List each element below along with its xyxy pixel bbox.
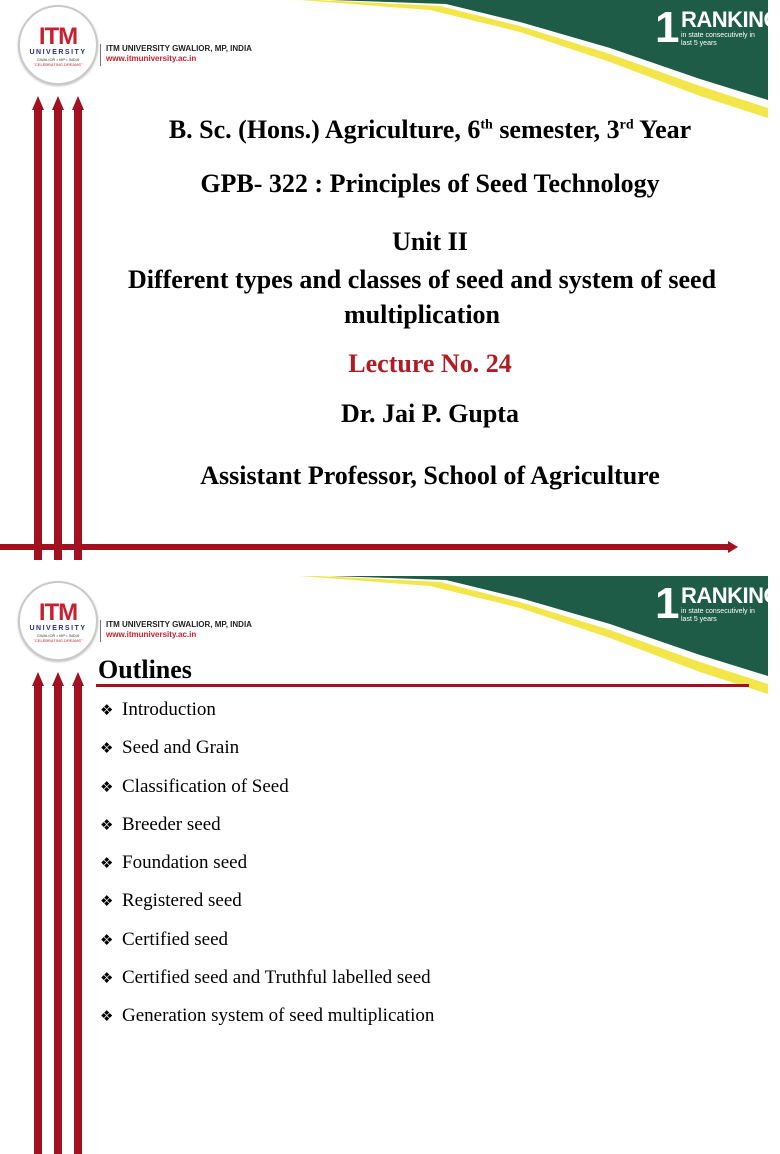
red-pillar xyxy=(74,684,82,1154)
red-pillar xyxy=(74,108,82,578)
unit-title: Different types and classes of seed and system of seed multiplication xyxy=(127,265,717,329)
university-name: ITM UNIVERSITY GWALIOR, MP, INDIA xyxy=(106,44,252,53)
logo-motto: "CELEBRATING DREAMS" xyxy=(33,62,83,67)
diamond-bullet-icon: ❖ xyxy=(100,777,114,796)
ranking-word: RANKING xyxy=(681,583,780,608)
diamond-bullet-icon: ❖ xyxy=(100,815,114,834)
list-item: ❖ Seed and Grain xyxy=(100,734,434,772)
diamond-bullet-icon: ❖ xyxy=(100,892,114,911)
header-divider xyxy=(100,620,101,642)
red-divider-tip xyxy=(728,541,738,553)
course-line: B. Sc. (Hons.) Agriculture, 6th semester, 3rd Year xyxy=(168,115,692,144)
ranking-number: 1 xyxy=(655,3,680,52)
ranking-number: 1 xyxy=(655,579,680,628)
list-item: ❖ Certified seed and Truthful labelled seed xyxy=(100,964,434,1002)
author-designation: Assistant Professor, School of Agriculture xyxy=(200,461,660,490)
title-underline xyxy=(96,684,749,687)
diamond-bullet-icon: ❖ xyxy=(100,969,114,988)
university-website: www.itmuniversity.ac.in xyxy=(106,54,197,63)
list-item: ❖ Classification of Seed xyxy=(100,773,434,811)
unit-number: Unit II xyxy=(392,227,468,256)
list-item: ❖ Certified seed xyxy=(100,926,434,964)
outline-list xyxy=(100,696,434,1041)
logo-motto: "CELEBRATING DREAMS" xyxy=(33,638,83,643)
ranking-badge xyxy=(655,579,780,628)
diamond-bullet-icon: ❖ xyxy=(100,739,114,758)
red-pillar xyxy=(54,684,62,1154)
logo-place: GWALIOR • MP • INDIA xyxy=(36,57,80,62)
ranking-subtext: in state consecutively in last 5 years xyxy=(681,608,755,623)
list-item: ❖ Registered seed xyxy=(100,887,434,925)
diamond-bullet-icon: ❖ xyxy=(100,930,114,949)
diamond-bullet-icon: ❖ xyxy=(100,854,114,873)
slide-gap xyxy=(0,560,768,576)
red-pillar xyxy=(34,684,42,1154)
itm-logo xyxy=(18,5,98,85)
logo-university: UNIVERSITY xyxy=(29,49,87,56)
list-item: ❖ Breeder seed xyxy=(100,811,434,849)
ranking-word: RANKING xyxy=(681,7,780,32)
logo-text: ITM xyxy=(38,599,78,626)
author-name: Dr. Jai P. Gupta xyxy=(341,399,519,428)
logo-university: UNIVERSITY xyxy=(29,625,87,632)
red-pillar xyxy=(54,108,62,578)
slide-outlines xyxy=(0,576,780,1027)
university-info xyxy=(106,620,306,640)
itm-logo xyxy=(18,581,98,661)
university-website: www.itmuniversity.ac.in xyxy=(106,630,197,639)
header-divider xyxy=(100,44,101,66)
list-item: ❖ Foundation seed xyxy=(100,849,434,887)
outline-title: Outlines xyxy=(98,655,192,684)
slide-title xyxy=(0,0,780,576)
logo-text: ITM xyxy=(38,23,78,50)
diamond-bullet-icon: ❖ xyxy=(100,1007,114,1026)
subject-title: GPB- 322 : Principles of Seed Technology xyxy=(200,169,660,198)
lecture-number: Lecture No. 24 xyxy=(348,349,512,378)
ranking-subtext: in state consecutively in last 5 years xyxy=(681,32,755,47)
list-item: ❖ Introduction xyxy=(100,696,434,734)
university-name: ITM UNIVERSITY GWALIOR, MP, INDIA xyxy=(106,620,252,629)
list-item: ❖ Generation system of seed multiplication xyxy=(100,1002,434,1040)
logo-place: GWALIOR • MP • INDIA xyxy=(36,633,80,638)
red-pillar xyxy=(34,108,42,578)
red-divider-line xyxy=(0,544,730,550)
university-info xyxy=(106,44,306,64)
diamond-bullet-icon: ❖ xyxy=(100,701,114,719)
ranking-badge xyxy=(655,3,780,52)
